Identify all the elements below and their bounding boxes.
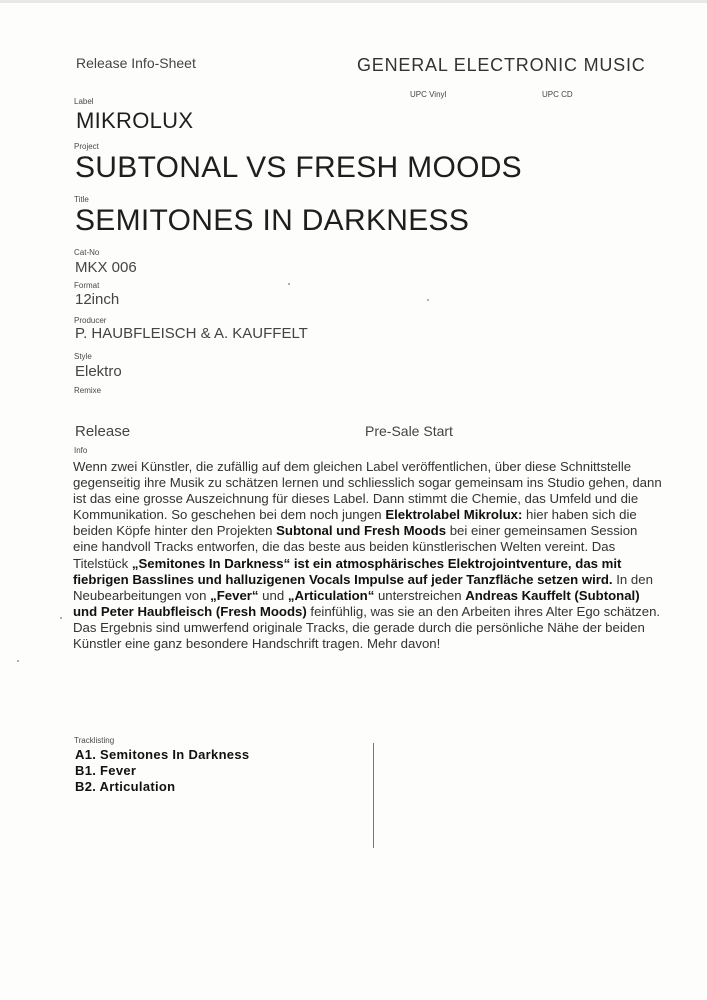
producer-caption: Producer [74,316,107,325]
catno-value: MKX 006 [75,259,137,276]
info-caption: Info [74,446,88,455]
format-value: 12inch [75,291,120,308]
format-caption: Format [74,281,100,290]
title-caption: Title [74,195,89,204]
sheet-edge [0,0,707,3]
info-text-bold: „Articulation“ [287,587,375,603]
upc-vinyl-label: UPC Vinyl [410,90,447,99]
info-text-bold: „Semitones In Darkness“ ist ein atmosphärisches Elektrojointventure, das mit fiebrigen Basslines und halluzigenen Vocals Impulse auf jeder Tanzfläche setzen wird. [73,555,622,587]
producer-value: P. HAUBFLEISCH & A. KAUFFELT [75,325,308,342]
paper-speck [17,660,19,662]
catno-caption: Cat-No [74,248,100,257]
info-text-bold: „Fever“ [210,587,259,603]
style-value: Elektro [75,363,122,380]
info-text-part: unterstreichen [374,587,466,603]
project-value: SUBTONAL VS FRESH MOODS [75,151,522,184]
header-company-name: GENERAL ELECTRONIC MUSIC [357,55,646,75]
label-value: MIKROLUX [76,108,194,133]
style-caption: Style [74,352,92,361]
info-text-part: bei einer gemeinsamen Session eine handvoll Tracks entworfen, die das beste aus beiden künstlerischen Welten vereint. Das Titelstück [73,523,638,571]
info-text-part: Wenn zwei Künstler, die zufällig auf dem gleichen Label veröffentlichen, über diese Schnittstelle gegenseitig ihre Musik zu schätzen lernen und schliesslich sogar gemeinsam ins Studio gehen, dann ist das eine grosse Auszeichnung für dieses Label. Dann stimmt die Chemie, das Umfeld und die Kommunikation. So geschehen bei dem noch jungen [73,459,662,523]
presale-start-caption: Pre-Sale Start [365,423,453,439]
paper-speck [60,617,62,619]
info-text-part: In den Neubearbeitungen von [73,571,653,603]
info-text-bold: Elektrolabel Mikrolux: [385,507,523,523]
paper-speck [427,299,429,301]
label-caption: Label [74,97,94,106]
tracklisting-caption: Tracklisting [74,736,115,745]
tracklist-divider [373,743,374,848]
info-text-bold: Subtonal und Fresh Moods [276,523,447,539]
info-text-part: feinfühlig, was sie an den Arbeiten ihres Alter Ego schätzen. Das Ergebnis sind umwerfend originale Tracks, die gerade durch die persönliche Nähe der beiden Künstler eine ganz besondere Handschrift tragen. Mehr davon! [73,603,661,652]
track-item: A1. Semitones In Darkness [75,747,250,762]
title-value: SEMITONES IN DARKNESS [75,204,470,237]
header-release-info-sheet: Release Info-Sheet [76,55,196,71]
paper-speck [288,283,290,285]
remixe-caption: Remixe [74,386,102,395]
release-caption: Release [75,423,131,440]
info-text-part: hier haben sich die beiden Köpfe hinter den Projekten [73,507,637,539]
info-text [73,459,663,652]
track-item: B2. Articulation [75,779,176,794]
project-caption: Project [74,142,99,151]
upc-cd-label: UPC CD [542,90,573,99]
info-text-bold: Andreas Kauffelt (Subtonal) und Peter Haubfleisch (Fresh Moods) [73,587,640,619]
track-item: B1. Fever [75,763,137,778]
info-text-part: und [258,587,288,603]
